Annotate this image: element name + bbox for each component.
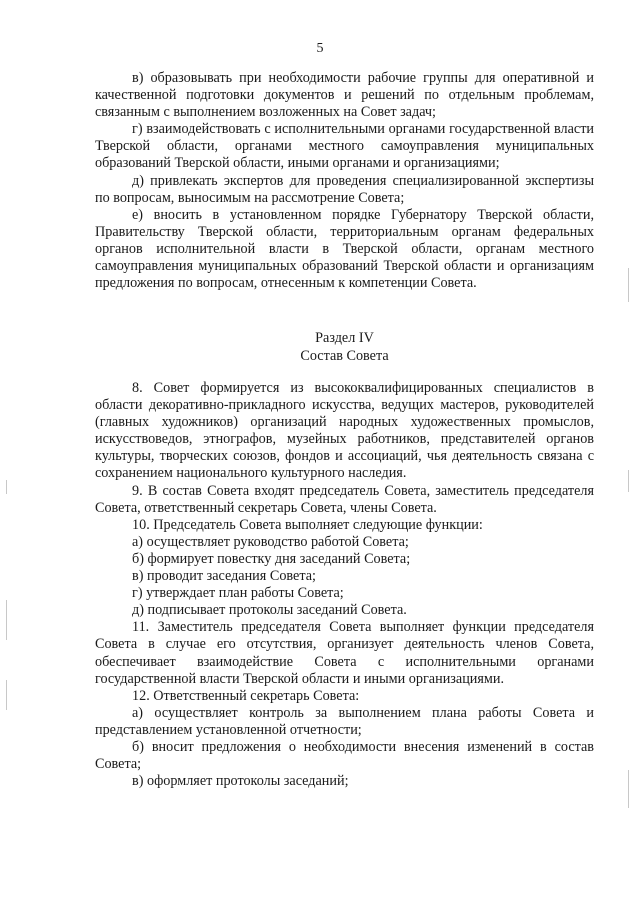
scan-mark-right-3 [628,770,629,808]
paragraph-11: 11. Заместитель председателя Совета выполняет функции председателя Совета в случае его отсутствия, организует деятельность членов Совета, обеспечивает взаимодействие Совета с исполнительными органами государственной власти Тверской области и иными организациями. [95,619,594,687]
paragraph-12-v: в) оформляет протоколы заседаний; [132,773,349,790]
paragraph-item-d: д) привлекать экспертов для проведения специализированной экспертизы по вопросам, выносимым на рассмотрение Совета; [95,172,594,206]
scan-mark-left-3 [6,680,7,710]
paragraph-9: 9. В состав Совета входят председатель Совета, заместитель председателя Совета, ответственный секретарь Совета, члены Совета. [95,482,594,516]
paragraph-10-g: г) утверждает план работы Совета; [132,585,344,602]
document-body-top [95,70,594,292]
paragraph-12: 12. Ответственный секретарь Совета: [132,687,360,704]
paragraph-item-e: е) вносить в установленном порядке Губернатору Тверской области, Правительству Тверской области, территориальным органам федеральных органов исполнительной власти в Тверской области, органам местного самоуправления муниципальных образований Тверской области и организациям предложения по вопросам, отнесенным к компетенции Совета. [95,206,594,292]
paragraph-10-b: б) формирует повестку дня заседаний Совета; [132,550,411,567]
paragraph-10-v: в) проводит заседания Совета; [132,568,316,585]
paragraph-10-d: д) подписывает протоколы заседаний Совета. [132,602,407,619]
page-number: 5 [316,41,324,56]
paragraph-12-b: б) вносит предложения о необходимости внесения изменений в состав Совета; [95,738,594,773]
paragraph-10: 10. Председатель Совета выполняет следующие функции: [132,516,483,533]
scan-mark-left-1 [6,480,7,494]
section-heading [95,330,594,365]
section-title: Состав Совета [300,347,389,364]
document-body-bottom [95,380,594,790]
paragraph-10-a: а) осуществляет руководство работой Совета; [132,533,409,550]
section-number: Раздел IV [315,330,374,346]
paragraph-8: 8. Совет формируется из высококвалифицированных специалистов в области декоративно-прикладного искусства, ведущих мастеров, руководителей (главных художников) организаций народных художественных промыслов, искусствоведов, этнографов, музейных работников, представителей органов культуры, творческих союзов, фондов и ассоциаций, чья деятельность связана с сохранением национального культурного наследия. [95,380,594,482]
paragraph-12-a: а) осуществляет контроль за выполнением плана работы Совета и представлением установленной отчетности; [95,704,594,738]
paragraph-item-v: в) образовывать при необходимости рабочие группы для оперативной и качественной подготовки документов и решений по отдельным проблемам, связанным с выполнением возложенных на Совет задач; [95,70,594,121]
paragraph-item-g: г) взаимодействовать с исполнительными органами государственной власти Тверской области, органами местного самоуправления муниципальных образований Тверской области, иными органами и организациями; [95,121,594,172]
scan-mark-left-2 [6,600,7,640]
scan-mark-right-1 [628,268,629,302]
scan-mark-right-2 [628,470,629,492]
